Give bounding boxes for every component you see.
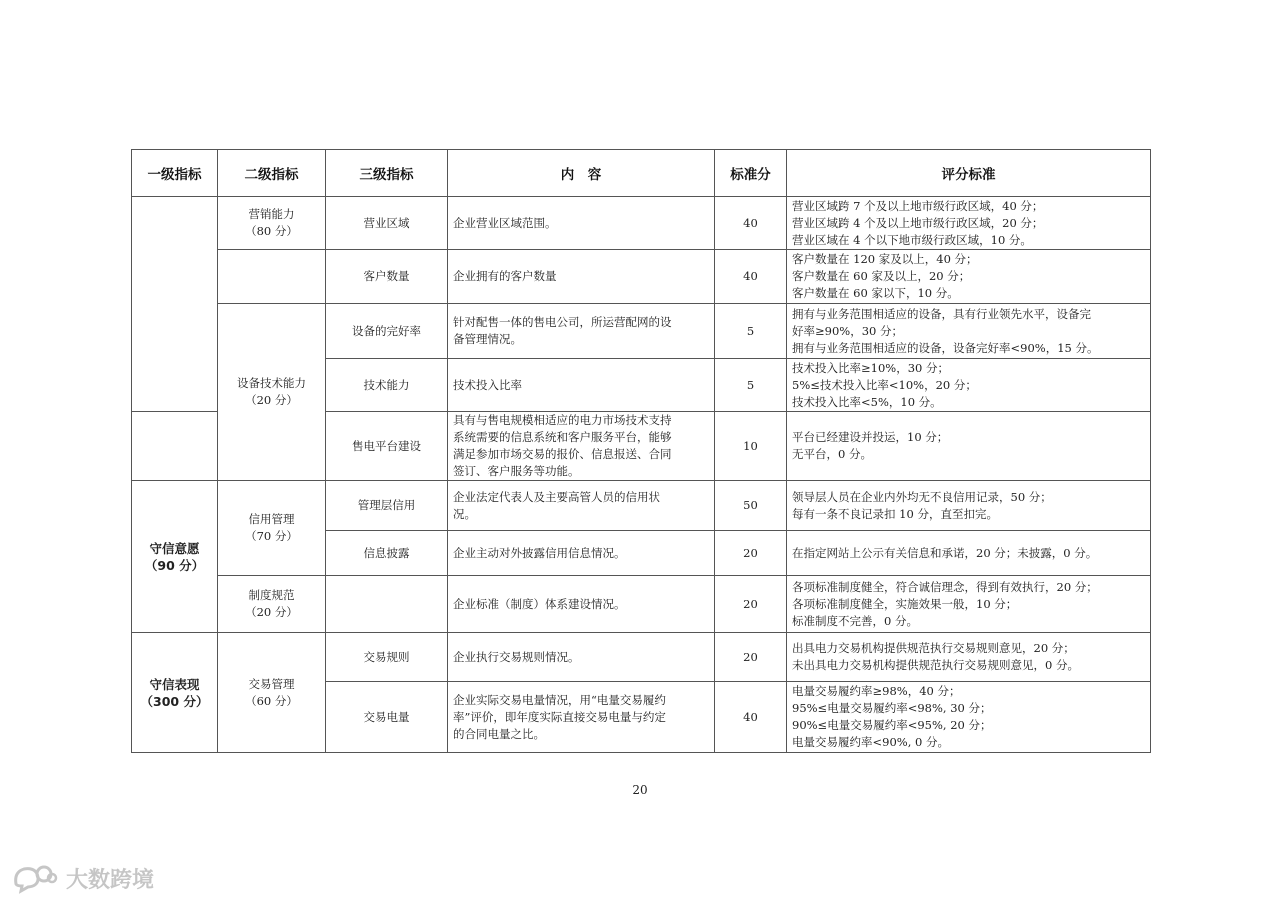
score-cell: 40 — [715, 250, 787, 304]
table-row — [132, 197, 1151, 250]
content-cell: 企业法定代表人及主要高管人员的信用状 况。 — [448, 481, 715, 531]
watermark-brand: 大数跨境 — [66, 867, 155, 893]
page-number: 20 — [632, 783, 648, 797]
score-cell: 10 — [715, 412, 787, 481]
level3-cell: 设备的完好率 — [326, 304, 448, 359]
level3-cell: 管理层信用 — [326, 481, 448, 531]
criteria-cell: 领导层人员在企业内外均无不良信用记录，50 分； 每有一条不良记录扣 10 分，直至扣完。 — [787, 481, 1151, 531]
level3-cell: 信息披露 — [326, 531, 448, 576]
criteria-cell: 各项标准制度健全，符合诚信理念，得到有效执行，20 分； 各项标准制度健全，实施效果一般，10 分； 标准制度不完善，0 分。 — [787, 576, 1151, 633]
table-row — [132, 633, 1151, 682]
score-cell: 50 — [715, 481, 787, 531]
level1-cell-willingness: 守信意愿 （90 分） — [132, 481, 218, 633]
level3-cell: 售电平台建设 — [326, 412, 448, 481]
level2-cell-empty — [218, 250, 326, 304]
table-row — [132, 304, 1151, 359]
level3-cell: 技术能力 — [326, 359, 448, 412]
score-cell: 5 — [715, 304, 787, 359]
chat-bubbles-logo-icon — [12, 862, 58, 894]
level1-cell-empty — [132, 197, 218, 412]
criteria-cell: 营业区域跨 7 个及以上地市级行政区域，40 分； 营业区域跨 4 个及以上地市级行政区域，20 分； 营业区域在 4 个以下地市级行政区域，10 分。 — [787, 197, 1151, 250]
criteria-cell: 拥有与业务范围相适应的设备，具有行业领先水平，设备完 好率≥90%，30 分； 拥有与业务范围相适应的设备，设备完好率<90%，15 分。 — [787, 304, 1151, 359]
score-cell: 40 — [715, 682, 787, 753]
table-row — [132, 481, 1151, 531]
watermark — [12, 862, 154, 894]
score-cell: 40 — [715, 197, 787, 250]
table-row — [132, 250, 1151, 304]
score-cell: 20 — [715, 576, 787, 633]
content-cell: 企业标准（制度）体系建设情况。 — [448, 576, 715, 633]
criteria-cell: 电量交易履约率≥98%，40 分； 95%≤电量交易履约率<98%, 30 分； 90%≤电量交易履约率<95%, 20 分； 电量交易履约率<90%, 0 分。 — [787, 682, 1151, 753]
level3-cell: 交易规则 — [326, 633, 448, 682]
header-criteria: 评分标准 — [787, 150, 1151, 197]
header-level1: 一级指标 — [132, 150, 218, 197]
level2-cell-equipment-tech: 设备技术能力 （20 分） — [218, 304, 326, 481]
criteria-cell: 平台已经建设并投运，10 分； 无平台，0 分。 — [787, 412, 1151, 481]
level2-cell-credit-mgmt: 信用管理 （70 分） — [218, 481, 326, 576]
criteria-cell: 客户数量在 120 家及以上，40 分； 客户数量在 60 家及以上，20 分； 客户数量在 60 家以下，10 分。 — [787, 250, 1151, 304]
header-content: 内 容 — [448, 150, 715, 197]
criteria-cell: 在指定网站上公示有关信息和承诺，20 分；未披露，0 分。 — [787, 531, 1151, 576]
content-cell: 技术投入比率 — [448, 359, 715, 412]
table-header-row — [132, 150, 1151, 197]
header-level3: 三级指标 — [326, 150, 448, 197]
content-cell: 具有与售电规模相适应的电力市场技术支持 系统需要的信息系统和客户服务平台，能够 满足参加市场交易的报价、信息报送、合同 签订、客户服务等功能。 — [448, 412, 715, 481]
level3-cell: 营业区域 — [326, 197, 448, 250]
table-row — [132, 576, 1151, 633]
content-cell: 企业实际交易电量情况，用“电量交易履约 率”评价，即年度实际直接交易电量与约定 的合同电量之比。 — [448, 682, 715, 753]
content-cell: 企业拥有的客户数量 — [448, 250, 715, 304]
header-level2: 二级指标 — [218, 150, 326, 197]
content-cell: 企业主动对外披露信用信息情况。 — [448, 531, 715, 576]
level2-cell-marketing: 营销能力 （80 分） — [218, 197, 326, 250]
level2-cell-trade-mgmt: 交易管理 （60 分） — [218, 633, 326, 753]
level3-cell: 交易电量 — [326, 682, 448, 753]
level1-cell-empty — [132, 412, 218, 481]
score-cell: 20 — [715, 633, 787, 682]
level2-cell-system-norm: 制度规范 （20 分） — [218, 576, 326, 633]
scoring-table — [131, 149, 1151, 753]
criteria-cell: 出具电力交易机构提供规范执行交易规则意见，20 分； 未出具电力交易机构提供规范执行交易规则意见，0 分。 — [787, 633, 1151, 682]
level1-cell-performance: 守信表现 （300 分） — [132, 633, 218, 753]
score-cell: 5 — [715, 359, 787, 412]
criteria-cell: 技术投入比率≥10%，30 分； 5%≤技术投入比率<10%，20 分； 技术投入比率<5%，10 分。 — [787, 359, 1151, 412]
content-cell: 针对配售一体的售电公司，所运营配网的设 备管理情况。 — [448, 304, 715, 359]
level3-cell-empty — [326, 576, 448, 633]
content-cell: 企业营业区域范围。 — [448, 197, 715, 250]
score-cell: 20 — [715, 531, 787, 576]
header-score: 标准分 — [715, 150, 787, 197]
content-cell: 企业执行交易规则情况。 — [448, 633, 715, 682]
level3-cell: 客户数量 — [326, 250, 448, 304]
